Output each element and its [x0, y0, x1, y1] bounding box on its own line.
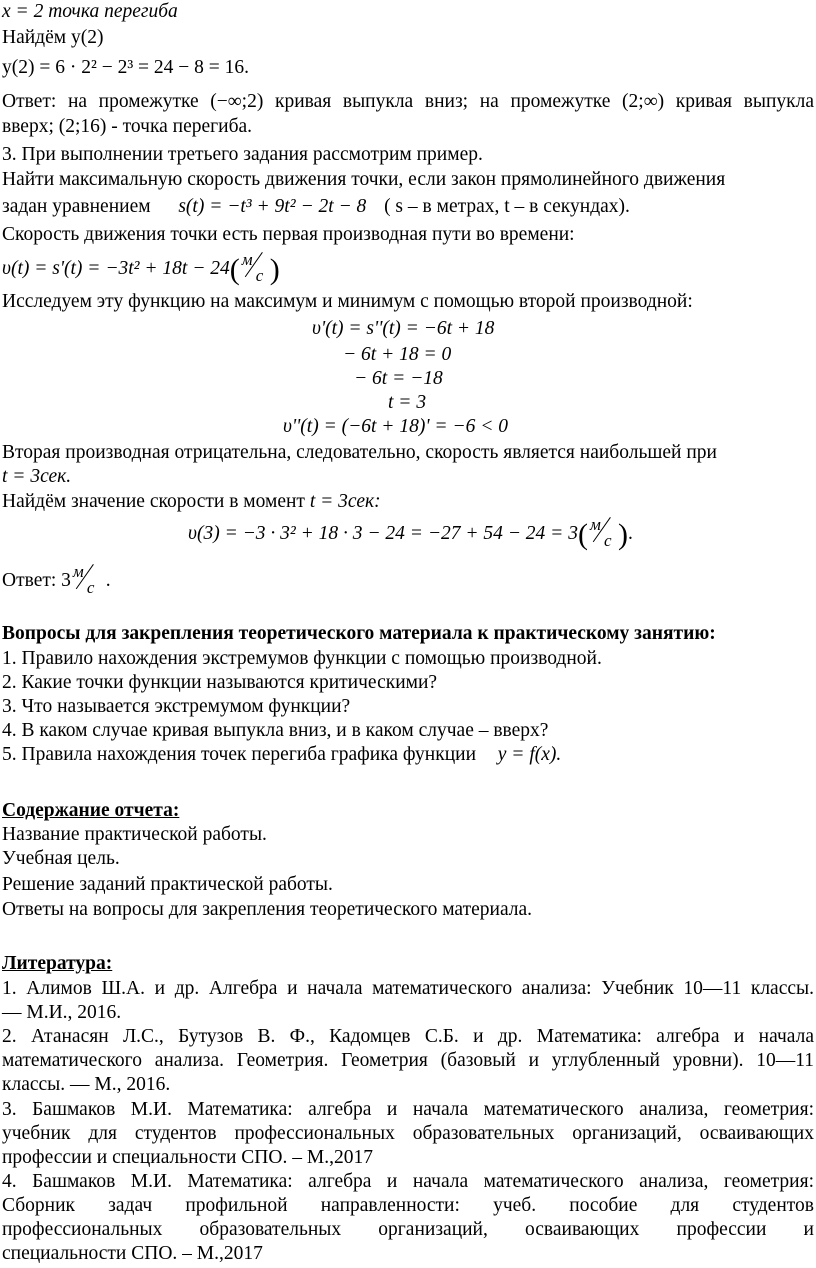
answer-value: 3 [61, 570, 71, 591]
report-item [2, 873, 333, 897]
question-text: 1. Правило нахождения экстремумов функции с помощью производной. [2, 648, 602, 669]
bib-text: математического анализа. Геометрия. Геометрия (базовый и углубленный уровни). 10—11 [2, 1050, 814, 1071]
bib-text: профессии и специальности СПО. – М.,2017 [2, 1147, 373, 1168]
conclusion-line-2 [2, 465, 71, 489]
answer-line-2 [2, 115, 252, 139]
report-text: Ответы на вопросы для закрепления теоретического материала. [2, 899, 533, 920]
bib-text: классы. — М., 2016. [2, 1074, 171, 1095]
formula-second-derivative [283, 415, 508, 439]
line-text: x = 2 точка перегиба [2, 1, 178, 22]
unit-fraction [240, 252, 270, 286]
bib-text: — М.И., 2016. [2, 1002, 122, 1023]
formula-text: υ''(t) = (−6t + 18)' = −6 < 0 [283, 416, 508, 437]
formula-text: t = 3 [388, 392, 427, 413]
line-text: вверх; (2;16) - точка перегиба. [2, 116, 253, 137]
bib-entry-2-line-2 [2, 1049, 814, 1073]
line-text: Найдём значение скорости в момент [2, 491, 305, 512]
formula-text: − 6t = −18 [354, 368, 443, 389]
formula-eq1 [343, 343, 451, 367]
bib-entry-3-line-2 [2, 1122, 814, 1146]
velocity-definition [2, 223, 575, 247]
bib-entry-4-line-4 [2, 1242, 263, 1266]
paren-close: ) [269, 253, 280, 286]
question-item [2, 647, 602, 671]
questions-heading [2, 622, 716, 646]
time-value: t = 3сек: [309, 491, 381, 512]
line-find-y2 [2, 26, 103, 50]
question-text: 2. Какие точки функции называются критическими? [2, 672, 438, 693]
unit-numerator: м [72, 562, 84, 581]
paren-open: ( [577, 518, 588, 551]
report-item [2, 898, 532, 922]
answer-line-1 [2, 90, 814, 114]
bib-text: Сборник задач профильной направленности: учеб. пособие для студентов [2, 1195, 814, 1216]
task3-intro [2, 143, 483, 167]
formula-speed-value: υ(3) = −3 · 3² + 18 · 3 − 24 = −27 + 54 − 24 = 3( м с ). [188, 515, 633, 551]
formula-text: y(2) = 6 · 2² − 2³ = 24 − 8 = 16. [2, 57, 250, 78]
question-item [2, 695, 350, 719]
formula-text: − 6t + 18 = 0 [343, 344, 452, 365]
formula-eq2 [354, 367, 443, 391]
unit-denominator: с [255, 266, 264, 285]
formula-derivative [312, 317, 494, 341]
bib-text: 1. Алимов Ш.А. и др. Алгебра и начала математического анализа: Учебник 10—11 классы. [2, 978, 814, 999]
question-item [2, 743, 561, 767]
task3-equation-line [2, 195, 630, 219]
motion-equation: s(t) = −t³ + 9t² − 2t − 8 [178, 196, 367, 217]
unit-denominator: с [603, 531, 612, 550]
report-item [2, 847, 120, 871]
bib-entry-4-line-1 [2, 1170, 814, 1194]
question-item [2, 671, 437, 695]
find-speed-line [2, 490, 381, 514]
line-inflection-point [2, 0, 178, 24]
line-text: задан уравнением [2, 196, 151, 217]
literature-heading [2, 952, 112, 976]
unit-fraction [588, 517, 618, 551]
heading-text: Содержание отчета: [2, 800, 180, 821]
formula-t3 [388, 391, 426, 415]
bib-entry-1-line-1 [2, 977, 814, 1001]
bib-text: профессиональных образовательных организаций, осваивающих профессии и [2, 1219, 814, 1240]
line-text: Исследуем эту функцию на максимум и минимум с помощью второй производной: [2, 291, 693, 312]
final-answer: Ответ: 3 м с . [2, 564, 111, 598]
bib-entry-1-line-2 [2, 1001, 121, 1025]
report-heading [2, 799, 179, 823]
line-text: 3. При выполнении третьего задания рассмотрим пример. [2, 144, 483, 165]
formula-velocity [2, 252, 280, 286]
bib-text: учебник для студентов профессиональных образовательных организаций, осваивающих [2, 1123, 814, 1144]
bib-entry-2-line-1 [2, 1025, 814, 1049]
question-item [2, 719, 548, 743]
formula-text: υ(3) = −3 · 3² + 18 · 3 − 24 = −27 + 54 − 24 = 3 [188, 523, 578, 544]
question-text: 5. Правила нахождения точек перегиба графика функции [2, 744, 477, 765]
formula-text: υ'(t) = s''(t) = −6t + 18 [312, 318, 495, 339]
paren-close: ) [617, 518, 628, 551]
bib-entry-3-line-3 [2, 1146, 373, 1170]
formula-text: υ(t) = s'(t) = −3t² + 18t − 24 [2, 258, 230, 279]
bib-text: специальности СПО. – М.,2017 [2, 1243, 263, 1264]
unit-fraction [71, 564, 101, 598]
report-text: Учебная цель. [2, 848, 120, 869]
line-text: Вторая производная отрицательна, следовательно, скорость является наибольшей при [2, 442, 717, 463]
question-text: 4. В каком случае кривая выпукла вниз, и в каком случае – вверх? [2, 720, 549, 741]
heading-text: Вопросы для закрепления теоретического материала к практическому занятию: [2, 623, 716, 644]
task3-statement [2, 168, 725, 192]
question-text: 3. Что называется экстремумом функции? [2, 696, 351, 717]
heading-text: Литература: [2, 953, 113, 974]
bib-entry-2-line-3 [2, 1073, 170, 1097]
second-derivative-intro [2, 290, 693, 314]
paren-open: ( [229, 253, 240, 286]
bib-text: 4. Башмаков М.И. Математика: алгебра и начала математического анализа, геометрия: [2, 1171, 814, 1192]
line-text: Найдём y(2) [2, 27, 104, 48]
bib-entry-3-line-1 [2, 1098, 814, 1122]
line-text: Ответ: на промежутке (−∞;2) кривая выпукла вниз; на промежутке (2;∞) кривая выпукла [2, 91, 814, 112]
answer-label: Ответ: [2, 570, 57, 591]
unit-numerator: м [241, 250, 253, 269]
conclusion-line-1 [2, 441, 717, 465]
report-item [2, 823, 267, 847]
bib-entry-4-line-2 [2, 1194, 814, 1218]
bib-text: 2. Атанасян Л.С., Бутузов В. Ф., Кадомцев С.Б. и др. Математика: алгебра и начала [2, 1026, 814, 1047]
function-notation: y = f(x). [497, 744, 562, 765]
report-text: Решение заданий практической работы. [2, 874, 333, 895]
units-note: ( s – в метрах, t – в секундах). [384, 196, 630, 217]
line-text: Скорость движения точки есть первая производная пути во времени: [2, 224, 575, 245]
formula-y2 [2, 56, 249, 80]
line-text: t = 3сек. [2, 466, 72, 487]
bib-entry-4-line-3 [2, 1218, 814, 1242]
line-text: Найти максимальную скорость движения точки, если закон прямолинейного движения [2, 169, 726, 190]
bib-text: 3. Башмаков М.И. Математика: алгебра и начала математического анализа, геометрия: [2, 1099, 814, 1120]
unit-denominator: с [86, 578, 95, 597]
unit-numerator: м [589, 515, 601, 534]
report-text: Название практической работы. [2, 824, 267, 845]
